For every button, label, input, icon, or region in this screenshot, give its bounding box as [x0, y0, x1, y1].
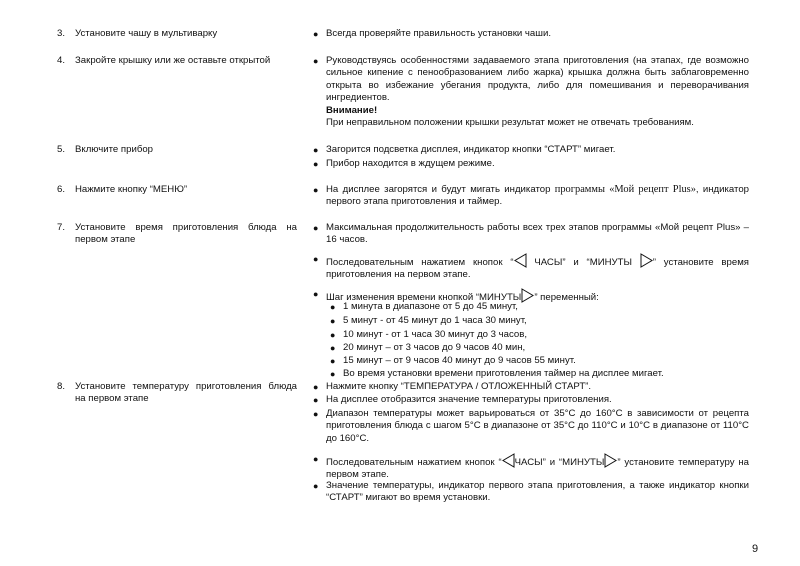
note-text: На дисплее загорятся и будут мигать индикатор программы «Мой рецепт Plus», индикатор первого этапа приготовления и таймер. [326, 184, 750, 208]
note-text: Последовательным нажатием кнопок “ ЧАСЫ” и “МИНУТЫ ” установите время приготовления на первом этапе. [326, 253, 749, 282]
bullet-icon: ● [313, 254, 319, 264]
triangle-right-icon [604, 453, 617, 468]
bullet-icon: ● [313, 29, 319, 39]
step-number: 5. [57, 144, 66, 155]
note-item [313, 144, 749, 156]
note-text: Загорится подсветка дисплея, индикатор кнопки “СТАРТ” мигает. [326, 144, 616, 155]
note-text: Диапазон температуры может варьироваться от 35°С до 160°С в зависимости от рецепта приготовления блюда с шагом 5°С в диапазоне от 35°С до 110°С и 10°С в диапазоне от 110°С до 160°С. [326, 408, 749, 444]
bullet-icon: ● [313, 395, 319, 405]
note-text: На дисплее отобразится значение температуры приготовления. [326, 394, 612, 405]
note-text: Руководствуясь особенностями задаваемого этапа приготовления (на этапах, где возможно сильное кипение с пенообразованием либо жарка) крышка должна быть заблаговременно открыта во избежание убегания продукта, либо для помешивания и переворачивания ингредиентов. [326, 55, 749, 104]
sub-list-item: ● Во время установки времени приготовления таймер на дисплее мигает. [330, 368, 664, 379]
bullet-icon: ● [330, 343, 336, 353]
note-text: Нажмите кнопку “ТЕМПЕРАТУРА / ОТЛОЖЕННЫЙ СТАРТ”. [326, 381, 592, 392]
note-item [313, 480, 749, 505]
note-item [313, 453, 749, 482]
note-item [313, 55, 749, 105]
step-text: Установите чашу в мультиварку [75, 28, 218, 39]
bullet-icon: ● [330, 369, 336, 379]
warning-block [313, 105, 749, 130]
bullet-icon: ● [330, 356, 336, 366]
note-item [313, 184, 749, 209]
sub-list-item: ● 5 минут - от 45 минут до 1 часа 30 минут, [330, 315, 527, 326]
note-text: Значение температуры, индикатор первого этапа приготовления, а также индикатор кнопки “СТАРТ” мигают во время установки. [326, 480, 749, 504]
step-number: 3. [57, 28, 66, 39]
note-text: Шаг изменения времени кнопкой “МИНУТЫ ” переменный: [326, 288, 749, 304]
note-text: Последовательным нажатием кнопок “ ЧАСЫ” и “МИНУТЫ ” установите температуру на первом этапе. [326, 453, 749, 482]
sub-list-item: ● 10 минут - от 1 часа 30 минут до 3 часов, [330, 329, 528, 340]
triangle-left-icon [514, 253, 527, 268]
note-item [313, 222, 749, 247]
bullet-icon: ● [313, 159, 319, 169]
note-item [313, 253, 749, 282]
sub-list-item: ● 20 минут – от 3 часов до 9 часов 40 мин, [330, 342, 526, 353]
step-text: Закройте крышку или же оставьте открытой [75, 55, 271, 66]
note-item [313, 158, 749, 170]
step-text: Установите время приготовления блюда на первом этапе [75, 222, 297, 246]
bullet-icon: ● [330, 316, 336, 326]
step-text: Установите температуру приготовления блюда на первом этапе [75, 381, 297, 405]
sub-list-item: ● 15 минут – от 9 часов 40 минут до 9 часов 55 минут. [330, 355, 576, 366]
bullet-icon: ● [313, 185, 319, 195]
bullet-icon: ● [313, 145, 319, 155]
step-number: 7. [57, 222, 66, 233]
note-item [313, 394, 749, 406]
note-text: Прибор находится в ждущем режиме. [326, 158, 495, 169]
page-number: 9 [752, 543, 759, 555]
warning-title: Внимание! [326, 105, 378, 116]
warning-text: При неправильном положении крышки результат может не отвечать требованиям. [326, 117, 694, 129]
bullet-icon: ● [330, 330, 336, 340]
note-item [313, 381, 749, 393]
note-item [313, 408, 749, 445]
bullet-icon: ● [313, 382, 319, 392]
step-text: Включите прибор [75, 144, 153, 155]
bullet-icon: ● [313, 481, 319, 491]
step-number: 6. [57, 184, 66, 195]
bullet-icon: ● [313, 289, 319, 299]
step-number: 8. [57, 381, 66, 392]
sub-list-item: ● 1 минута в диапазоне от 5 до 45 минут, [330, 301, 518, 312]
note-text: Максимальная продолжительность работы всех трех этапов программы «Мой рецепт Plus» – 16 часов. [326, 222, 749, 246]
bullet-icon: ● [313, 56, 319, 66]
bullet-icon: ● [330, 302, 336, 312]
note-text: Всегда проверяйте правильность установки чаши. [326, 28, 551, 39]
triangle-left-icon [502, 453, 515, 468]
step-number: 4. [57, 55, 66, 66]
bullet-icon: ● [313, 454, 319, 464]
bullet-icon: ● [313, 409, 319, 419]
triangle-right-icon [640, 253, 653, 268]
step-text: Нажмите кнопку “МЕНЮ” [75, 184, 188, 195]
note-item [313, 28, 749, 40]
bullet-icon: ● [313, 223, 319, 233]
